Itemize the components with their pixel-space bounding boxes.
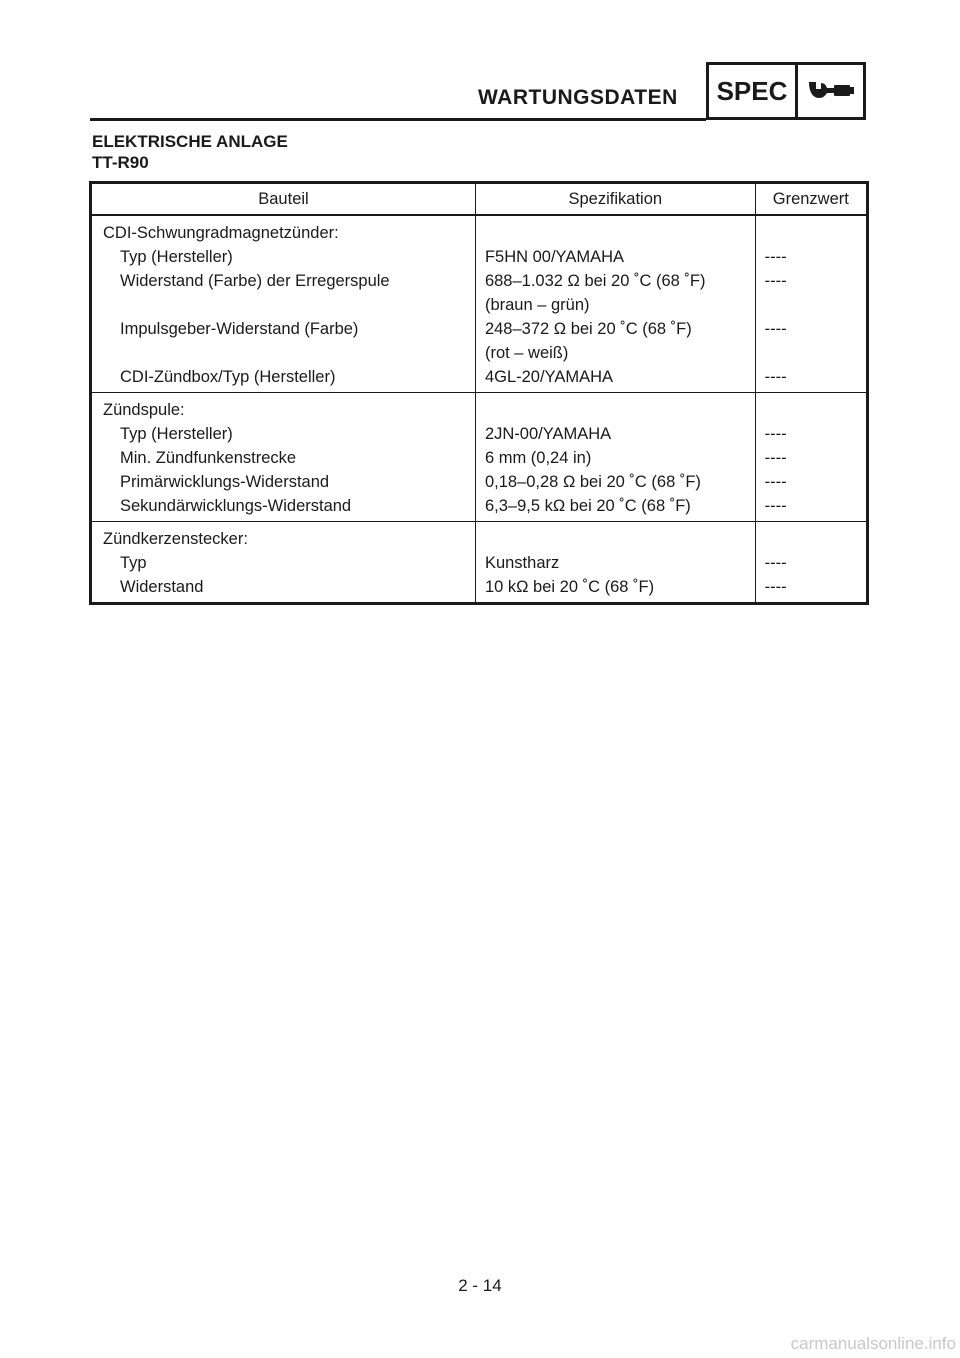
limit-value: ---- <box>764 248 787 266</box>
limit-value: ---- <box>764 425 787 443</box>
section-title: ELEKTRISCHE ANLAGE <box>92 132 288 151</box>
cell-spec <box>475 393 755 522</box>
part-name: Impulsgeber-Widerstand (Farbe) <box>120 320 359 338</box>
spec-badge-label: SPEC <box>709 65 798 117</box>
spec-value: 6 mm (0,24 in) <box>484 449 592 467</box>
group-heading: Zündspule: <box>103 401 185 419</box>
limit-value: ---- <box>764 272 787 290</box>
table-group <box>91 393 868 522</box>
group-heading: CDI-Schwungradmagnetzünder: <box>103 224 339 242</box>
spec-badge <box>706 62 866 120</box>
group-heading: Zündkerzenstecker: <box>103 530 248 548</box>
empty-line <box>476 527 755 551</box>
table-header-row <box>91 183 868 216</box>
wrench-icon <box>798 65 863 117</box>
spec-value: 2JN-00/YAMAHA <box>484 425 612 443</box>
empty-line <box>756 527 866 551</box>
spec-value: 10 kΩ bei 20 ˚C (68 ˚F) <box>484 578 655 596</box>
cell-spec <box>475 215 755 393</box>
part-name: Typ <box>120 554 147 572</box>
spec-value: (braun – grün) <box>484 296 590 314</box>
empty-line <box>92 293 475 317</box>
spec-value: 688–1.032 Ω bei 20 ˚C (68 ˚F) <box>484 272 706 290</box>
empty-line <box>756 293 866 317</box>
column-header-part: Bauteil <box>91 183 476 216</box>
table-body <box>91 215 868 604</box>
spec-value: 6,3–9,5 kΩ bei 20 ˚C (68 ˚F) <box>484 497 691 515</box>
table-group <box>91 215 868 393</box>
limit-value: ---- <box>764 368 787 386</box>
part-name: Typ (Hersteller) <box>120 248 233 266</box>
header-rule <box>90 118 706 121</box>
spec-value: 248–372 Ω bei 20 ˚C (68 ˚F) <box>484 320 692 338</box>
empty-line <box>476 221 755 245</box>
cell-part <box>91 522 476 604</box>
part-name: Typ (Hersteller) <box>120 425 233 443</box>
column-header-spec: Spezifikation <box>475 183 755 216</box>
part-name: Min. Zündfunkenstrecke <box>120 449 297 467</box>
cell-limit <box>755 522 867 604</box>
empty-line <box>476 398 755 422</box>
part-name: Widerstand (Farbe) der Erregerspule <box>120 272 390 290</box>
limit-value: ---- <box>764 578 787 596</box>
spec-value: 4GL-20/YAMAHA <box>484 368 614 386</box>
watermark: carmanualsonline.info <box>790 1334 956 1353</box>
cell-limit <box>755 215 867 393</box>
spec-value: (rot – weiß) <box>484 344 569 362</box>
spec-value: F5HN 00/YAMAHA <box>484 248 625 266</box>
page-number: 2 - 14 <box>458 1276 502 1295</box>
column-header-limit: Grenzwert <box>755 183 867 216</box>
spec-table <box>89 181 869 605</box>
limit-value: ---- <box>764 554 787 572</box>
table-group <box>91 522 868 604</box>
empty-line <box>92 341 475 365</box>
part-name: Primärwicklungs-Widerstand <box>120 473 330 491</box>
limit-value: ---- <box>764 497 787 515</box>
cell-part <box>91 215 476 393</box>
limit-value: ---- <box>764 449 787 467</box>
empty-line <box>756 341 866 365</box>
part-name: Widerstand <box>120 578 204 596</box>
page-header-title: WARTUNGSDATEN <box>478 86 678 109</box>
limit-value: ---- <box>764 320 787 338</box>
part-name: Sekundärwicklungs-Widerstand <box>120 497 352 515</box>
empty-line <box>756 398 866 422</box>
spec-value: Kunstharz <box>484 554 560 572</box>
cell-part <box>91 393 476 522</box>
cell-limit <box>755 393 867 522</box>
limit-value: ---- <box>764 473 787 491</box>
part-name: CDI-Zündbox/Typ (Hersteller) <box>120 368 336 386</box>
model-title: TT-R90 <box>92 153 149 172</box>
spec-value: 0,18–0,28 Ω bei 20 ˚C (68 ˚F) <box>484 473 701 491</box>
empty-line <box>756 221 866 245</box>
cell-spec <box>475 522 755 604</box>
